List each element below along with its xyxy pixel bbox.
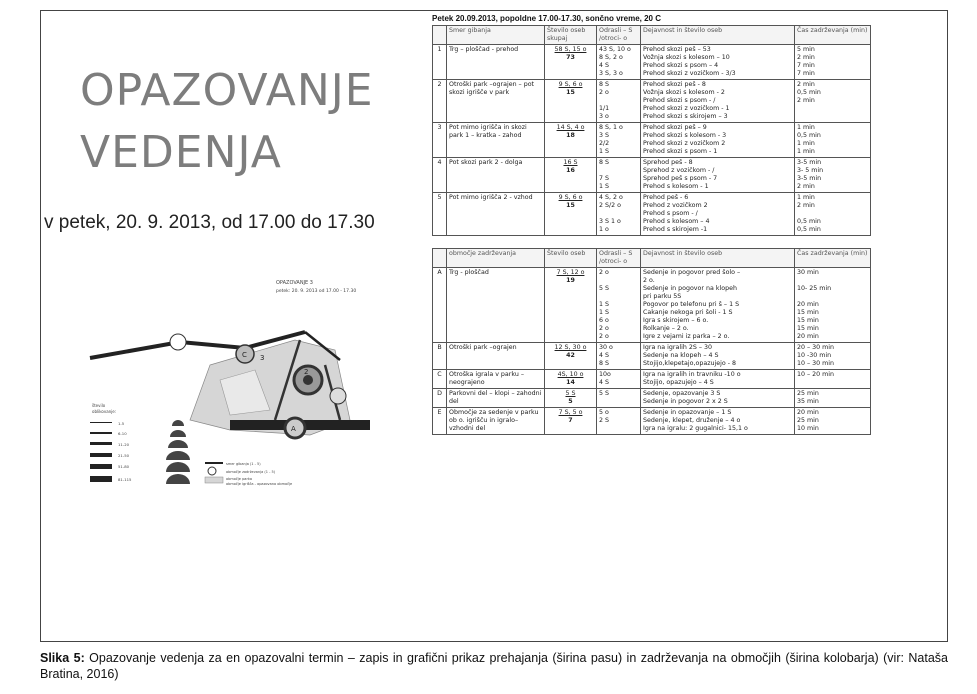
caption-label: Slika 5: (40, 651, 85, 665)
figure-caption (40, 650, 948, 682)
activity-line: Pogovor po telefonu pri š – 1 S (643, 301, 740, 308)
column-header: Čas zadrževanja (min) (795, 249, 871, 268)
count-total: 14 (566, 379, 575, 386)
time-line: 15 min (797, 309, 819, 316)
time-line (797, 379, 868, 387)
age-line: 5 S (599, 390, 610, 397)
row-number: B (433, 343, 447, 370)
time-line: 20 min (797, 333, 819, 340)
activity-line: Igra na igralih 2S – 30 (643, 344, 713, 351)
count-cell (545, 408, 597, 435)
age-line: 2 S (599, 417, 610, 424)
age-line (599, 167, 638, 175)
age-line: 2 o (599, 325, 609, 332)
time-line (797, 293, 868, 301)
age-cell (597, 123, 641, 158)
time-line: 2 min (797, 97, 815, 104)
activity-cell (641, 370, 795, 389)
table1-caption: Petek 20.09.2013, popoldne 17.00-17.30, sončno vreme, 20 C (432, 14, 662, 23)
age-line: 4 S, 2 o (599, 194, 623, 201)
age-line (599, 97, 638, 105)
marker-1 (170, 334, 186, 350)
time-cell (795, 193, 871, 236)
legend-value-5: 51-80 (118, 464, 130, 469)
legend-value-3: 11-20 (118, 442, 130, 447)
age-line (599, 210, 638, 218)
count-cell (545, 158, 597, 193)
time-line: 15 min (797, 317, 819, 324)
count-cell (545, 343, 597, 370)
count-detail: 12 S, 30 o (554, 344, 587, 351)
time-line: 0,5 min (797, 226, 821, 233)
time-cell (795, 45, 871, 80)
marker-b-core (303, 375, 313, 385)
table-row (433, 158, 871, 193)
time-cell (795, 80, 871, 123)
diagram-title: OPAZOVANJE 3 (276, 280, 313, 286)
table-stay (432, 248, 871, 435)
age-line (599, 293, 638, 301)
count-detail: 58 S, 15 o (554, 46, 587, 53)
row-label: Trg - ploščad (447, 268, 545, 343)
row-label: Pot mimo igrišča in skozi park 1 – kratka - zahod (447, 123, 545, 158)
activity-cell (641, 268, 795, 343)
time-line: 2 min (797, 202, 815, 209)
age-line: 10o (599, 371, 611, 378)
time-line: 3-5 min (797, 175, 822, 182)
age-line: 1 S (599, 309, 610, 316)
title-line-1: OPAZOVANJE (80, 65, 374, 116)
age-cell (597, 408, 641, 435)
age-cell (597, 80, 641, 123)
activity-line: Prehod skozi z vozičkom 2 (643, 140, 726, 147)
row-label: Otroška igrala v parku – neograjeno (447, 370, 545, 389)
time-line: 15 min (797, 325, 819, 332)
time-line: 10 -30 min (797, 352, 832, 359)
legend-arcs (166, 420, 190, 484)
time-line (797, 113, 868, 121)
row-label: Otroški park –ograjen (447, 343, 545, 370)
count-cell (545, 45, 597, 80)
age-line: 4 S (599, 379, 610, 386)
age-line: 4 S (599, 352, 610, 359)
time-line: 3-5 min (797, 159, 822, 166)
age-line: 1 S (599, 301, 610, 308)
age-cell (597, 193, 641, 236)
activity-line: Prehod s psom - / (643, 210, 698, 217)
time-line: 10- 25 min (797, 285, 832, 292)
time-line: 1 min (797, 140, 815, 147)
activity-line: Čakanje nekoga pri šoli - 1 S (643, 309, 733, 316)
time-cell (795, 343, 871, 370)
time-line: 20 – 30 min (797, 344, 835, 351)
table-row (433, 343, 871, 370)
time-line: 35 min (797, 398, 819, 405)
time-line: 2 min (797, 81, 815, 88)
row-number: A (433, 268, 447, 343)
time-line: 7 min (797, 70, 815, 77)
title-line-2: VEDENJA (80, 127, 282, 178)
activity-line: Stojijo,klepetajo,opazujejo - 8 (643, 360, 737, 367)
activity-line: Prehod skozi s psom - / (643, 97, 716, 104)
activity-cell (641, 80, 795, 123)
activity-cell (641, 45, 795, 80)
table-row (433, 45, 871, 80)
age-cell (597, 389, 641, 408)
count-total: 5 (568, 398, 573, 405)
time-line: 25 min (797, 417, 819, 424)
activity-line: Prehod s skirojem -1 (643, 226, 708, 233)
marker-label-a: A (291, 425, 296, 433)
legend-item-2: območje zadrževanja (1 - 5) (226, 470, 276, 474)
age-line: 6 o (599, 317, 609, 324)
row-number: 5 (433, 193, 447, 236)
legend-head-2: oblikovanje: (92, 409, 117, 414)
age-line: 7 S (599, 175, 610, 182)
legend-value-4: 21-50 (118, 453, 130, 458)
observation-tables (432, 14, 872, 435)
age-line: 3 o (599, 113, 609, 120)
activity-line: Sprehod peš - 8 (643, 159, 693, 166)
activity-line: Prehod z vozičkom 2 (643, 202, 708, 209)
row-number: 3 (433, 123, 447, 158)
column-header: območje zadrževanja (447, 249, 545, 268)
caption-text: Opazovanje vedenja za en opazovalni termin – zapis in grafični prikaz prehajanja (širina pasu) in zadrževanja na območjih (širina kolobarja) (vir: Nataša Bratina, 2016) (40, 651, 948, 681)
activity-line: Sedenje na klopeh – 4 S (643, 352, 719, 359)
row-number: 4 (433, 158, 447, 193)
legend-item-1: smer gibanja (1 - 5) (226, 462, 261, 466)
activity-line: Prehod s kolesom – 4 (643, 218, 710, 225)
marker-label-2: 2 (304, 368, 309, 376)
time-cell (795, 370, 871, 389)
activity-line: Sedenje in pogovor 2 x 2 S (643, 398, 728, 405)
activity-line: Stojijo, opazujejo – 4 S (643, 379, 714, 386)
age-line: 8 S (599, 159, 610, 166)
table-row (433, 80, 871, 123)
activity-line: Prehod skozi s psom – 4 (643, 62, 719, 69)
count-total: 7 (568, 417, 573, 424)
column-header: Odrasli – S /otroci- o (597, 249, 641, 268)
time-line (797, 210, 868, 218)
row-number: D (433, 389, 447, 408)
row-number: C (433, 370, 447, 389)
count-detail: 16 S (563, 159, 578, 166)
time-line: 2 min (797, 183, 815, 190)
activity-cell (641, 193, 795, 236)
age-cell (597, 158, 641, 193)
age-line: 30 o (599, 344, 613, 351)
time-cell (795, 123, 871, 158)
activity-line: Sedenje in pogovor na klopeh (643, 285, 737, 292)
age-line: 3 S (599, 132, 610, 139)
marker-label-3: 3 (260, 354, 265, 362)
count-cell (545, 193, 597, 236)
activity-line: Igre z vejami iz parka – 2 o. (643, 333, 730, 340)
activity-line: Prehod s kolesom - 1 (643, 183, 709, 190)
age-line: 8 S, 1 o (599, 124, 623, 131)
column-header: Odrasli – S /otroci- o (597, 26, 641, 45)
age-line: 2 S/2 o (599, 202, 621, 209)
age-line (599, 277, 638, 285)
time-line: 20 min (797, 301, 819, 308)
age-line: 3 S 1 o (599, 218, 621, 225)
activity-line: Prehod skozi z vozičkom - 3/3 (643, 70, 736, 77)
count-detail: 14 S, 4 o (556, 124, 585, 131)
time-cell (795, 389, 871, 408)
count-total: 73 (566, 54, 575, 61)
legend-item-4: območje igrišča - opazovano območje (226, 482, 293, 486)
age-line: 43 S, 10 o (599, 46, 631, 53)
activity-line: Sprehod z vozičkom - / (643, 167, 715, 174)
legend-bars (90, 422, 112, 482)
time-line: 10 – 30 min (797, 360, 835, 367)
count-detail: 7 S, 12 o (556, 269, 585, 276)
row-label: Parkovni del – klopi – zahodni del (447, 389, 545, 408)
activity-line: Prehod skozi peš – 53 (643, 46, 711, 53)
time-cell (795, 408, 871, 435)
age-line: 3 S, 3 o (599, 70, 623, 77)
activity-line: Sedenje, klepet, druženje – 4 o (643, 417, 741, 424)
age-line: 8 S (599, 81, 610, 88)
age-line: 8 S, 2 o (599, 54, 623, 61)
row-label: Pot skozi park 2 - dolga (447, 158, 545, 193)
time-cell (795, 268, 871, 343)
time-line: 3- 5 min (797, 167, 824, 174)
count-cell (545, 389, 597, 408)
marker-label-c: C (242, 351, 247, 359)
table-row (433, 370, 871, 389)
column-header: Število oseb (545, 249, 597, 268)
activity-line: 2 o. (643, 277, 655, 284)
age-cell (597, 370, 641, 389)
activity-line: Prehod skozi s kolesom - 3 (643, 132, 727, 139)
age-line: 5 o (599, 409, 609, 416)
age-cell (597, 268, 641, 343)
count-detail: 9 S, 6 o (558, 81, 583, 88)
time-line: 25 min (797, 390, 819, 397)
row-label: Trg – ploščad - prehod (447, 45, 545, 80)
age-line: 1 S (599, 183, 610, 190)
age-line: 2 o (599, 89, 609, 96)
table-row (433, 268, 871, 343)
row-number: 2 (433, 80, 447, 123)
activity-line: Prehod skozi peš – 9 (643, 124, 707, 131)
activity-line: Vožnja skozi s kolesom - 2 (643, 89, 725, 96)
row-label: Pot mimo igrišča 2 - vzhod (447, 193, 545, 236)
age-line: 1 o (599, 226, 609, 233)
age-cell (597, 343, 641, 370)
time-line: 2 min (797, 54, 815, 61)
row-label: Otroški park –ograjen – pot skozi igrišče v park (447, 80, 545, 123)
count-detail: 7 S, 5 o (558, 409, 583, 416)
activity-line: Igra na igralih in travniku -10 o (643, 371, 741, 378)
activity-cell (641, 389, 795, 408)
time-line: 0,5 min (797, 218, 821, 225)
activity-line: Rolkanje – 2 o. (643, 325, 689, 332)
activity-cell (641, 123, 795, 158)
time-line: 1 min (797, 148, 815, 155)
age-line: 1/1 (599, 105, 610, 112)
time-line: 10 min (797, 425, 819, 432)
activity-line: Vožnja skozi s kolesom – 10 (643, 54, 730, 61)
row-number: E (433, 408, 447, 435)
time-cell (795, 158, 871, 193)
age-line: 5 S (599, 285, 610, 292)
count-total: 15 (566, 202, 575, 209)
activity-line: Sedenje in pogovor pred šolo – (643, 269, 741, 276)
activity-line: Prehod skozi peš - 8 (643, 81, 706, 88)
count-total: 42 (566, 352, 575, 359)
count-detail: 5 S (565, 390, 576, 397)
activity-cell (641, 158, 795, 193)
age-line: 2 o (599, 333, 609, 340)
count-detail: 9 S, 6 o (558, 194, 583, 201)
count-cell (545, 268, 597, 343)
legend-value-2: 6-10 (118, 431, 127, 436)
age-cell (597, 45, 641, 80)
activity-line: Prehod skozi s skirojem – 3 (643, 113, 728, 120)
activity-line: Prehod skozi z vozičkom - 1 (643, 105, 730, 112)
count-total: 16 (566, 167, 575, 174)
table-row (433, 408, 871, 435)
time-line: 10 – 20 min (797, 371, 835, 378)
legend-value-6: 81-115 (118, 477, 132, 482)
age-line: 8 S (599, 360, 610, 367)
table-row (433, 193, 871, 236)
date-line: v petek, 20. 9. 2013, od 17.00 do 17.30 (44, 212, 375, 233)
activity-cell (641, 408, 795, 435)
time-line: 30 min (797, 269, 819, 276)
time-line: 1 min (797, 124, 815, 131)
activity-line: Prehod skozi s psom - 1 (643, 148, 718, 155)
activity-line: Prehod peš - 6 (643, 194, 689, 201)
time-line (797, 277, 868, 285)
table-row (433, 389, 871, 408)
count-total: 18 (566, 132, 575, 139)
time-line: 0,5 min (797, 89, 821, 96)
activity-line: Sedenje in opazovanje – 1 S (643, 409, 732, 416)
activity-line: Igra na igralu: 2 gugalnici- 15,1 o (643, 425, 748, 432)
activity-line: pri parku 5S (643, 293, 682, 300)
table-row (433, 123, 871, 158)
column-header: Smer gibanja (447, 26, 545, 45)
row-label: Območje za sedenje v parku ob o. igrišču in igralo– vzhodni del (447, 408, 545, 435)
park-diagram (80, 270, 390, 510)
legend-item-3: območje parka (226, 477, 252, 481)
diagram-subtitle: petek: 20. 9. 2013 od 17.00 - 17.30 (276, 289, 357, 294)
marker-e (330, 388, 346, 404)
activity-line: Sprehod peš s psom - 7 (643, 175, 718, 182)
age-line: 1 S (599, 148, 610, 155)
column-header: Število oseb skupaj (545, 26, 597, 45)
time-line: 20 min (797, 409, 819, 416)
age-line: 4 S (599, 62, 610, 69)
legend-value-1: 1-5 (118, 421, 125, 426)
time-line (797, 105, 868, 113)
table-movement (432, 25, 871, 236)
legend-head: število (92, 403, 106, 408)
activity-line: Sedenje, opazovanje 3 S (643, 390, 721, 397)
activity-cell (641, 343, 795, 370)
time-line: 5 min (797, 46, 815, 53)
column-header: Dejavnost in število oseb (641, 249, 795, 268)
column-header: Dejavnost in število oseb (641, 26, 795, 45)
column-header: Čas zadrževanja (min) (795, 26, 871, 45)
count-cell (545, 123, 597, 158)
time-line: 7 min (797, 62, 815, 69)
time-line: 1 min (797, 194, 815, 201)
activity-line: Igra s skirojem – 6 o. (643, 317, 709, 324)
count-cell (545, 80, 597, 123)
row-number: 1 (433, 45, 447, 80)
count-cell (545, 370, 597, 389)
time-line: 0,5 min (797, 132, 821, 139)
figure-title (80, 60, 380, 184)
count-total: 15 (566, 89, 575, 96)
count-total: 19 (566, 277, 575, 284)
age-line: 2 o (599, 269, 609, 276)
age-line: 2/2 (599, 140, 610, 147)
count-detail: 4S, 10 o (557, 371, 584, 378)
